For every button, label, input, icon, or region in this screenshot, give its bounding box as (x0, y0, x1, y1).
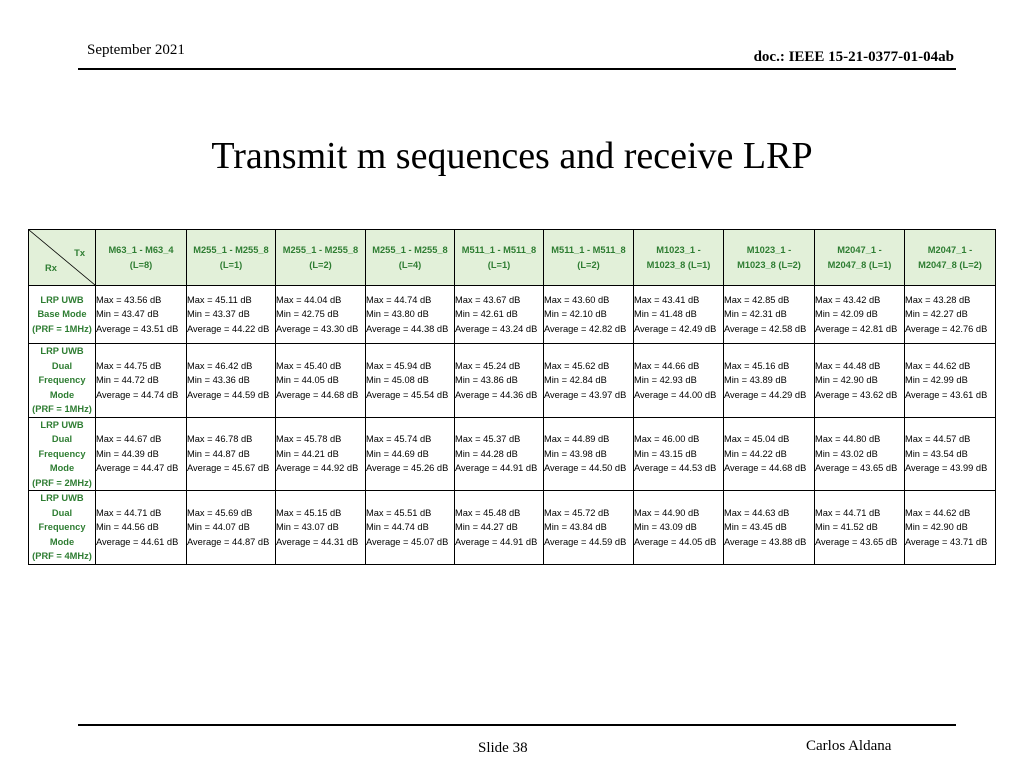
slide-title: Transmit m sequences and receive LRP (211, 135, 813, 177)
max-value: Max = 44.04 dB (276, 294, 342, 305)
average-value: Average = 43.99 dB (905, 463, 988, 473)
average-value: Average = 43.65 dB (815, 463, 898, 473)
result-cell (276, 286, 366, 344)
min-value: Min = 44.21 dB (276, 448, 339, 459)
result-cell (366, 344, 455, 418)
row-header-line: Dual (51, 434, 73, 444)
footer-author: Carlos Aldana (806, 738, 892, 754)
min-value: Min = 44.74 dB (366, 522, 429, 532)
row-header-line: Base Mode (37, 309, 87, 320)
min-value: Min = 43.09 dB (634, 522, 697, 532)
result-cell (96, 491, 187, 565)
min-value: Min = 44.22 dB (724, 448, 787, 459)
min-value: Min = 42.84 dB (544, 375, 607, 385)
min-value: Min = 43.15 dB (634, 448, 697, 459)
max-value: Max = 45.74 dB (366, 434, 432, 444)
average-value: Average = 43.51 dB (96, 323, 179, 334)
corner-tx-label: Tx (74, 248, 85, 258)
header-doc-id: doc.: IEEE 15-21-0377-01-04ab (753, 49, 954, 65)
result-cell (366, 491, 455, 565)
max-value: Max = 45.94 dB (366, 360, 432, 371)
average-value: Average = 45.07 dB (366, 536, 449, 547)
average-value: Average = 44.59 dB (544, 536, 627, 547)
max-value: Max = 44.63 dB (724, 507, 790, 518)
min-value: Min = 41.48 dB (634, 309, 697, 320)
row-header (29, 344, 96, 418)
result-cell (724, 344, 815, 418)
column-header-line: M2047_1 - (837, 244, 882, 255)
max-value: Max = 43.42 dB (815, 294, 881, 305)
result-cell (905, 491, 996, 565)
result-cell (815, 344, 905, 418)
average-value: Average = 44.38 dB (366, 323, 449, 334)
average-value: Average = 42.49 dB (634, 323, 717, 334)
result-cell (96, 417, 187, 491)
max-value: Max = 43.28 dB (905, 294, 971, 305)
column-header-line: M1023_1 - (746, 244, 792, 255)
result-cell (634, 491, 724, 565)
result-cell (276, 417, 366, 491)
result-cell (96, 286, 187, 344)
column-header-line: M63_1 - M63_4 (108, 244, 174, 255)
result-cell (96, 344, 187, 418)
column-header-line: M2047_8 (L=2) (918, 259, 982, 270)
column-header-line: M255_1 - M255_8 (372, 244, 448, 255)
max-value: Max = 44.66 dB (634, 360, 700, 371)
min-value: Min = 44.56 dB (96, 522, 159, 532)
result-cell (187, 286, 276, 344)
average-value: Average = 43.62 dB (815, 389, 898, 400)
column-header-line: M1023_1 - (656, 244, 701, 255)
result-cell (724, 286, 815, 344)
header-date: September 2021 (87, 42, 185, 58)
min-value: Min = 44.39 dB (96, 448, 159, 459)
min-value: Min = 43.89 dB (724, 375, 787, 385)
max-value: Max = 44.62 dB (905, 507, 971, 518)
column-header (366, 230, 455, 286)
average-value: Average = 42.82 dB (544, 323, 627, 334)
column-header (455, 230, 544, 286)
average-value: Average = 44.50 dB (544, 463, 627, 473)
column-header-line: (L=1) (219, 259, 243, 270)
max-value: Max = 45.16 dB (724, 360, 790, 371)
diagonal-divider (29, 230, 95, 285)
average-value: Average = 43.65 dB (815, 536, 898, 547)
min-value: Min = 43.36 dB (187, 375, 250, 385)
column-header-line: (L=1) (487, 259, 511, 270)
max-value: Max = 44.89 dB (544, 434, 610, 444)
column-header (724, 230, 815, 286)
column-header-line: M511_1 - M511_8 (461, 244, 537, 255)
row-header (29, 417, 96, 491)
results-table (28, 229, 996, 565)
table-body (29, 286, 996, 565)
max-value: Max = 45.48 dB (455, 507, 521, 518)
result-cell (815, 417, 905, 491)
min-value: Min = 43.86 dB (455, 375, 518, 385)
max-value: Max = 45.37 dB (455, 434, 521, 444)
max-value: Max = 45.24 dB (455, 360, 521, 371)
row-header-line: LRP UWB (40, 346, 84, 356)
result-cell (455, 344, 544, 418)
min-value: Min = 43.98 dB (544, 448, 607, 459)
average-value: Average = 44.87 dB (187, 536, 270, 547)
min-value: Min = 44.05 dB (276, 375, 339, 385)
result-cell (544, 491, 634, 565)
table-row (29, 344, 996, 418)
result-cell (544, 286, 634, 344)
max-value: Max = 44.80 dB (815, 434, 881, 444)
average-value: Average = 44.92 dB (276, 463, 359, 473)
max-value: Max = 43.56 dB (96, 294, 162, 305)
column-header (634, 230, 724, 286)
result-cell (455, 491, 544, 565)
row-header-line: Dual (51, 507, 73, 518)
max-value: Max = 45.72 dB (544, 507, 610, 518)
row-header-line: Mode (49, 389, 75, 400)
max-value: Max = 45.04 dB (724, 434, 790, 444)
average-value: Average = 44.36 dB (455, 389, 538, 400)
average-value: Average = 45.26 dB (366, 463, 449, 473)
min-value: Min = 44.69 dB (366, 448, 429, 459)
average-value: Average = 44.31 dB (276, 536, 359, 547)
row-header-line: LRP UWB (40, 294, 84, 305)
min-value: Min = 42.90 dB (815, 375, 878, 385)
average-value: Average = 44.00 dB (634, 389, 717, 400)
max-value: Max = 42.85 dB (724, 294, 790, 305)
row-header-line: (PRF = 2MHz) (32, 477, 92, 488)
column-header (187, 230, 276, 286)
row-header-line: (PRF = 4MHz) (32, 551, 92, 561)
max-value: Max = 44.48 dB (815, 360, 881, 371)
result-cell (187, 417, 276, 491)
row-header-line: Frequency (38, 448, 86, 459)
min-value: Min = 44.72 dB (96, 375, 159, 385)
min-value: Min = 43.54 dB (905, 448, 968, 459)
average-value: Average = 44.61 dB (96, 536, 179, 547)
row-header (29, 491, 96, 565)
result-cell (455, 286, 544, 344)
max-value: Max = 46.78 dB (187, 434, 253, 444)
table-corner-cell (29, 230, 96, 286)
min-value: Min = 44.28 dB (455, 448, 518, 459)
min-value: Min = 44.07 dB (187, 522, 250, 532)
average-value: Average = 43.71 dB (905, 536, 988, 547)
average-value: Average = 42.58 dB (724, 323, 807, 334)
min-value: Min = 41.52 dB (815, 522, 878, 532)
average-value: Average = 44.91 dB (455, 463, 538, 473)
max-value: Max = 45.15 dB (276, 507, 342, 518)
column-header (905, 230, 996, 286)
min-value: Min = 42.31 dB (724, 309, 787, 320)
average-value: Average = 43.88 dB (724, 536, 807, 547)
average-value: Average = 44.22 dB (187, 323, 270, 334)
row-header-line: (PRF = 1MHz) (32, 323, 92, 334)
result-cell (905, 417, 996, 491)
result-cell (366, 417, 455, 491)
max-value: Max = 43.67 dB (455, 294, 521, 305)
column-header-line: M1023_8 (L=2) (737, 259, 801, 270)
min-value: Min = 42.10 dB (544, 309, 607, 320)
column-header-line: M255_1 - M255_8 (193, 244, 269, 255)
max-value: Max = 44.74 dB (366, 294, 432, 305)
footer-divider (78, 724, 956, 726)
column-header-line: (L=2) (309, 259, 332, 270)
result-cell (815, 491, 905, 565)
result-cell (634, 417, 724, 491)
min-value: Min = 42.93 dB (634, 375, 697, 385)
column-header (96, 230, 187, 286)
max-value: Max = 44.62 dB (905, 360, 971, 371)
result-cell (905, 344, 996, 418)
header-divider (78, 68, 956, 70)
average-value: Average = 44.29 dB (724, 389, 807, 400)
min-value: Min = 43.07 dB (276, 522, 339, 532)
max-value: Max = 43.41 dB (634, 294, 700, 305)
min-value: Min = 43.80 dB (366, 309, 429, 320)
result-cell (187, 491, 276, 565)
max-value: Max = 44.71 dB (815, 507, 881, 518)
min-value: Min = 42.99 dB (905, 375, 968, 385)
column-header-line: M255_1 - M255_8 (282, 244, 359, 255)
max-value: Max = 44.75 dB (96, 360, 162, 371)
column-header (544, 230, 634, 286)
min-value: Min = 42.09 dB (815, 309, 878, 320)
min-value: Min = 42.75 dB (276, 309, 339, 320)
table-header-row (29, 230, 996, 286)
result-cell (366, 286, 455, 344)
result-cell (634, 286, 724, 344)
average-value: Average = 44.53 dB (634, 463, 717, 473)
average-value: Average = 42.81 dB (815, 323, 898, 334)
max-value: Max = 45.40 dB (276, 360, 342, 371)
average-value: Average = 43.61 dB (905, 389, 988, 400)
result-cell (724, 491, 815, 565)
average-value: Average = 43.30 dB (276, 323, 359, 334)
min-value: Min = 43.37 dB (187, 309, 250, 320)
column-header-line: M2047_8 (L=1) (827, 259, 892, 270)
min-value: Min = 43.02 dB (815, 448, 878, 459)
average-value: Average = 44.05 dB (634, 536, 717, 547)
column-header (276, 230, 366, 286)
average-value: Average = 42.76 dB (905, 323, 988, 334)
average-value: Average = 43.97 dB (544, 389, 627, 400)
slide-number: Slide 38 (478, 740, 528, 756)
average-value: Average = 45.67 dB (187, 463, 270, 473)
result-cell (276, 491, 366, 565)
max-value: Max = 44.57 dB (905, 434, 971, 444)
row-header-line: (PRF = 1MHz) (32, 404, 92, 414)
max-value: Max = 43.60 dB (544, 294, 610, 305)
average-value: Average = 43.24 dB (455, 323, 538, 334)
min-value: Min = 44.27 dB (455, 522, 518, 532)
table-row (29, 491, 996, 565)
result-cell (905, 286, 996, 344)
max-value: Max = 46.00 dB (634, 434, 700, 444)
max-value: Max = 46.42 dB (187, 360, 253, 371)
table-row (29, 286, 996, 344)
result-cell (634, 344, 724, 418)
min-value: Min = 42.27 dB (905, 309, 968, 320)
column-header-line: (L=4) (398, 259, 422, 270)
min-value: Min = 42.90 dB (905, 522, 968, 532)
result-cell (187, 344, 276, 418)
row-header (29, 286, 96, 344)
column-header-line: M1023_8 (L=1) (646, 259, 711, 270)
row-header-line: Frequency (38, 375, 86, 385)
max-value: Max = 45.51 dB (366, 507, 432, 518)
min-value: Min = 44.87 dB (187, 448, 250, 459)
average-value: Average = 44.59 dB (187, 389, 270, 400)
result-cell (455, 417, 544, 491)
row-header-line: LRP UWB (40, 493, 84, 503)
max-value: Max = 44.90 dB (634, 507, 700, 518)
result-cell (544, 344, 634, 418)
column-header-line: (L=8) (129, 259, 153, 270)
max-value: Max = 45.69 dB (187, 507, 253, 518)
average-value: Average = 44.74 dB (96, 389, 179, 400)
max-value: Max = 44.67 dB (96, 434, 162, 444)
average-value: Average = 44.47 dB (96, 463, 179, 473)
row-header-line: LRP UWB (40, 419, 84, 430)
result-cell (724, 417, 815, 491)
row-header-line: Dual (51, 360, 73, 371)
row-header-line: Mode (49, 536, 75, 547)
column-header-line: M2047_1 - (927, 244, 973, 255)
average-value: Average = 44.68 dB (276, 389, 359, 400)
max-value: Max = 45.78 dB (276, 434, 342, 444)
row-header-line: Mode (49, 463, 75, 473)
corner-rx-label: Rx (45, 263, 57, 273)
result-cell (544, 417, 634, 491)
average-value: Average = 44.68 dB (724, 463, 807, 473)
min-value: Min = 45.08 dB (366, 375, 429, 385)
table-row (29, 417, 996, 491)
column-header-line: (L=2) (577, 259, 600, 270)
result-cell (815, 286, 905, 344)
max-value: Max = 45.62 dB (544, 360, 610, 371)
column-header-line: M511_1 - M511_8 (551, 244, 626, 255)
average-value: Average = 44.91 dB (455, 536, 538, 547)
min-value: Min = 43.47 dB (96, 309, 159, 320)
average-value: Average = 45.54 dB (366, 389, 449, 400)
min-value: Min = 42.61 dB (455, 309, 518, 320)
row-header-line: Frequency (38, 522, 86, 532)
result-cell (276, 344, 366, 418)
min-value: Min = 43.84 dB (544, 522, 607, 532)
max-value: Max = 44.71 dB (96, 507, 162, 518)
column-header (815, 230, 905, 286)
max-value: Max = 45.11 dB (187, 294, 252, 305)
min-value: Min = 43.45 dB (724, 522, 787, 532)
